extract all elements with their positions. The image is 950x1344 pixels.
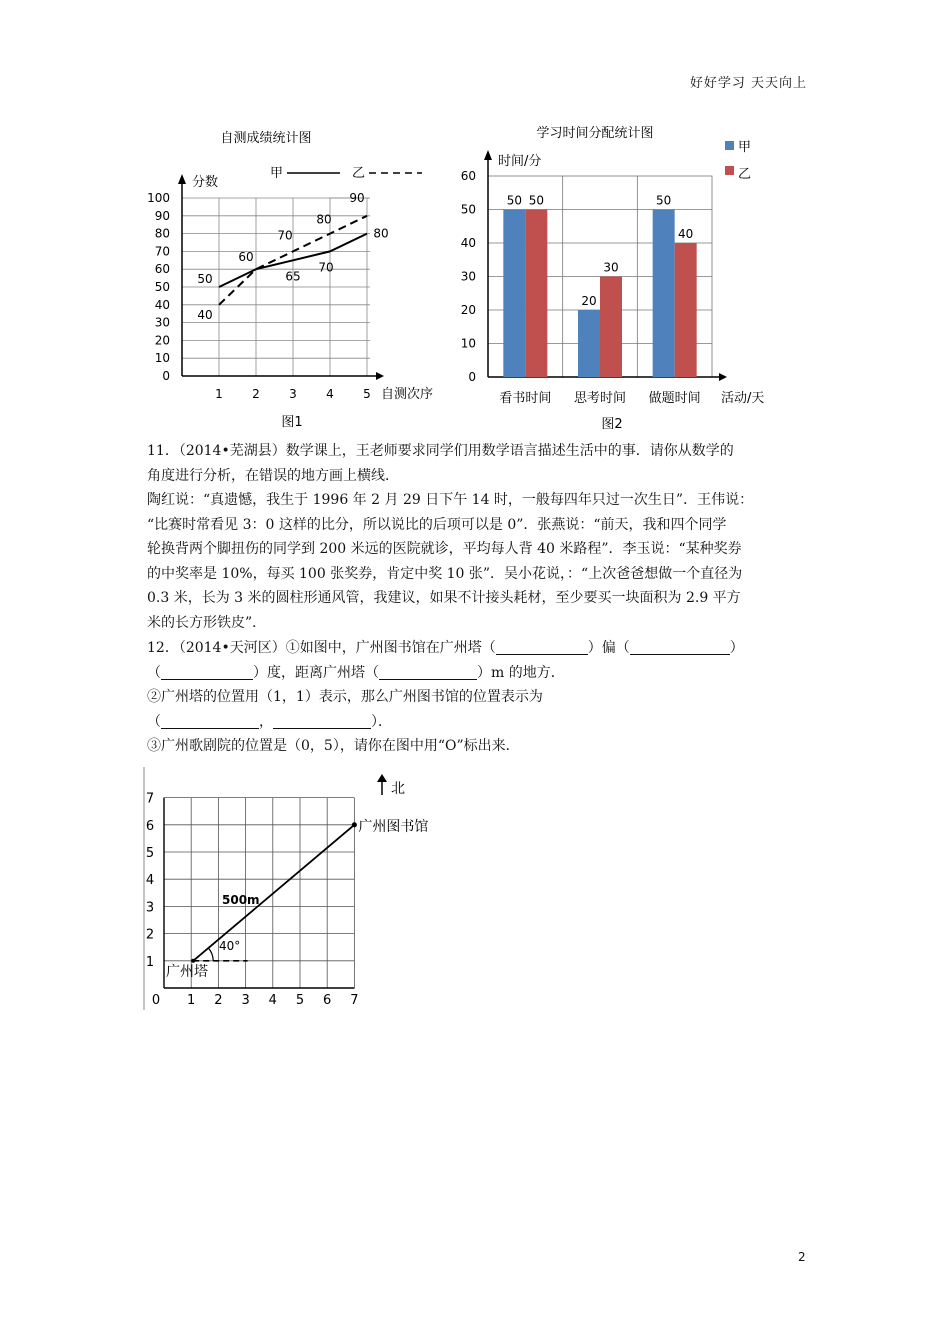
fig1-ytick-label: 70 <box>154 244 170 259</box>
fig2-data-label: 50 <box>506 193 522 208</box>
fig1-y-axis-arrow <box>178 174 186 184</box>
fig2-bar-yi <box>675 243 697 377</box>
answer-blank-offset-direction[interactable] <box>630 638 730 655</box>
fig3-xtick-label: 5 <box>295 993 305 1008</box>
fig1-data-label: 70 <box>277 228 293 243</box>
score-line-chart <box>140 118 450 436</box>
q12-line-4: （ ， ）． <box>147 713 392 730</box>
fig2-title: 学习时间分配统计图 <box>536 126 654 141</box>
fig3-xtick-label: 7 <box>350 993 359 1008</box>
fig3-ytick-label: 7 <box>145 791 155 807</box>
fig2-category-label: 看书时间 <box>499 391 552 406</box>
fig1-data-label: 65 <box>285 269 301 284</box>
fig3-ytick-label: 6 <box>145 818 155 834</box>
fig2-caption: 图2 <box>601 417 623 432</box>
fig1-data-label: 60 <box>238 250 254 265</box>
fig2-ytick-label: 60 <box>460 169 476 183</box>
fig2-bar-yi <box>600 277 622 378</box>
fig3-xtick-label: 0 <box>151 993 161 1008</box>
fig2-y-axis-arrow <box>484 150 492 160</box>
fig3-ytick-label: 1 <box>145 954 155 970</box>
fig2-ytick-label: 40 <box>460 236 476 250</box>
fig3-library-label: 广州图书馆 <box>358 818 429 835</box>
fig1-xtick-label: 3 <box>289 387 297 401</box>
fig1-data-label: 70 <box>318 260 334 275</box>
north-label: 北 <box>391 781 405 797</box>
fig1-ytick-label: 40 <box>154 297 170 312</box>
fig3-xtick-label: 2 <box>214 993 223 1008</box>
q11-line: 米的长方形铁皮”． <box>147 614 267 631</box>
q11-line: 0.3 米，长为 3 米的圆柱形通风管，我建议，如果不计接头耗材，至少要买一块面积为 2.9 平方 <box>147 590 741 606</box>
fig1-data-label: 80 <box>373 226 389 241</box>
fig1-data-label: 80 <box>316 212 332 227</box>
fig2-xlabel: 活动/天 <box>721 391 765 406</box>
fig1-xtick-label: 4 <box>326 387 334 401</box>
fig1-legend <box>270 166 422 181</box>
study-time-bar-chart <box>455 118 795 438</box>
fig2-bar-jia <box>578 310 600 377</box>
fig1-title: 自测成绩统计图 <box>220 131 312 146</box>
fig1-ytick-label: 20 <box>154 333 170 348</box>
q11-line: 轮换背两个脚扭伤的同学到 200 米远的医院就诊，平均每人背 40 米路程”．李玉说：“某种奖券 <box>147 541 742 557</box>
fig2-ylabel: 时间/分 <box>498 154 542 169</box>
fig1-ytick-label: 90 <box>154 208 170 223</box>
fig2-legend-swatch-yi <box>725 166 734 175</box>
fig3-ytick-label: 5 <box>145 846 155 861</box>
fig2-category-label: 思考时间 <box>573 391 627 406</box>
answer-blank-distance[interactable] <box>379 663 477 680</box>
fig2-bar-jia <box>503 210 525 378</box>
fig1-ytick-label: 50 <box>154 280 170 294</box>
fig3-ytick-label: 3 <box>145 900 155 916</box>
fig3-tower-point <box>191 959 195 963</box>
q12-line-2: （ ）度，距离广州塔（ ）m 的地方． <box>147 664 565 681</box>
fig1-data-label: 40 <box>197 307 213 322</box>
fig1-ylabel: 分数 <box>192 175 219 190</box>
fig3-xtick-label: 1 <box>187 993 196 1008</box>
fig2-ytick-label: 50 <box>460 202 476 217</box>
fig1-xtick-label: 1 <box>215 387 223 401</box>
fig3-distance-label: 500m <box>222 893 260 907</box>
location-grid-map <box>140 765 440 1015</box>
fig3-ytick-label: 4 <box>145 873 155 889</box>
fig2-ytick-label: 0 <box>468 370 476 384</box>
fig2-data-label: 50 <box>528 193 544 208</box>
fig3-angle-arc <box>208 948 213 961</box>
question-11 <box>147 439 807 635</box>
q11-line: 的中奖率是 10%，每买 100 张奖券，肯定中奖 10 张”．吴小花说，：“上次爸爸想做一个直径为 <box>147 565 743 582</box>
answer-blank-degrees[interactable] <box>161 663 253 680</box>
answer-blank-y[interactable] <box>273 712 371 729</box>
q11-line: 陶红说：“真遗憾，我生于 1996 年 2 月 29 日下午 14 时，一般每四年只过一次生日”．王伟说： <box>147 492 754 508</box>
fig1-ytick-label: 100 <box>147 191 170 205</box>
question-12 <box>147 636 807 759</box>
page-number: 2 <box>798 1250 806 1264</box>
fig2-data-label: 50 <box>656 193 672 208</box>
fig2-data-label: 40 <box>678 227 694 241</box>
fig3-angle-label: 40° <box>219 938 241 953</box>
fig3-xtick-label: 6 <box>323 993 332 1008</box>
fig1-ytick-label: 60 <box>154 262 170 277</box>
fig2-data-label: 30 <box>603 260 619 275</box>
fig2-legend-yi: 乙 <box>738 167 752 182</box>
fig3-route-line <box>193 825 354 961</box>
fig1-data-label: 90 <box>349 190 365 205</box>
q11-line: 角度进行分析，在错误的地方画上横线． <box>147 467 399 484</box>
fig2-data-label: 20 <box>581 294 597 308</box>
fig2-ytick-label: 10 <box>460 336 476 351</box>
fig3-tower-label: 广州塔 <box>166 963 208 980</box>
fig1-ytick-label: 30 <box>154 315 170 330</box>
fig1-x-axis-arrow <box>376 372 384 380</box>
fig1-xtick-label: 2 <box>252 387 260 401</box>
north-arrow <box>377 774 405 797</box>
fig3-xtick-label: 3 <box>241 993 250 1008</box>
fig2-ytick-label: 20 <box>460 303 476 317</box>
fig2-legend <box>725 140 751 182</box>
fig1-data-label: 50 <box>197 272 213 286</box>
q11-line: “比赛时常看见 3：0 这样的比分，所以说比的后项可以是 0”．张燕说：“前天，我和四个同学 <box>147 516 727 533</box>
fig1-xtick-label: 5 <box>363 387 371 401</box>
answer-blank-x[interactable] <box>161 712 259 729</box>
fig1-ytick-label: 0 <box>162 369 170 383</box>
fig1-ytick-label: 80 <box>154 226 170 241</box>
fig2-ytick-label: 30 <box>460 269 476 284</box>
fig1-legend-jia: 甲 <box>270 166 284 181</box>
fig2-x-axis-arrow <box>719 373 727 381</box>
fig2-bar-jia <box>653 210 675 378</box>
fig1-caption: 图1 <box>281 415 303 430</box>
fig2-bar-yi <box>525 210 547 378</box>
q12-line-5: ③广州歌剧院的位置是（0，5），请你在图中用“O”标出来． <box>147 738 520 754</box>
fig2-legend-jia: 甲 <box>738 140 752 155</box>
fig1-xlabel: 自测次序 <box>381 387 434 402</box>
answer-blank-direction[interactable] <box>496 638 588 655</box>
fig2-legend-swatch-jia <box>725 141 734 150</box>
fig2-category-label: 做题时间 <box>648 391 701 406</box>
fig3-library-point <box>352 822 357 827</box>
q12-line-3: ②广州塔的位置用（1，1）表示，那么广州图书馆的位置表示为 <box>147 689 543 705</box>
fig3-xtick-label: 4 <box>268 993 277 1008</box>
fig1-legend-yi: 乙 <box>352 166 366 181</box>
q11-line: 11．（2014•芜湖县）数学课上，王老师要求同学们用数学语言描述生活中的事．请你从数学的 <box>147 443 734 459</box>
fig3-ytick-label: 2 <box>145 927 155 943</box>
q12-line-1: 12．（2014•天河区）①如图中，广州图书馆在广州塔（ ）偏（ ） <box>147 640 744 656</box>
page-header: 好好学习 天天向上 <box>689 76 807 91</box>
fig1-ytick-label: 10 <box>154 351 170 366</box>
